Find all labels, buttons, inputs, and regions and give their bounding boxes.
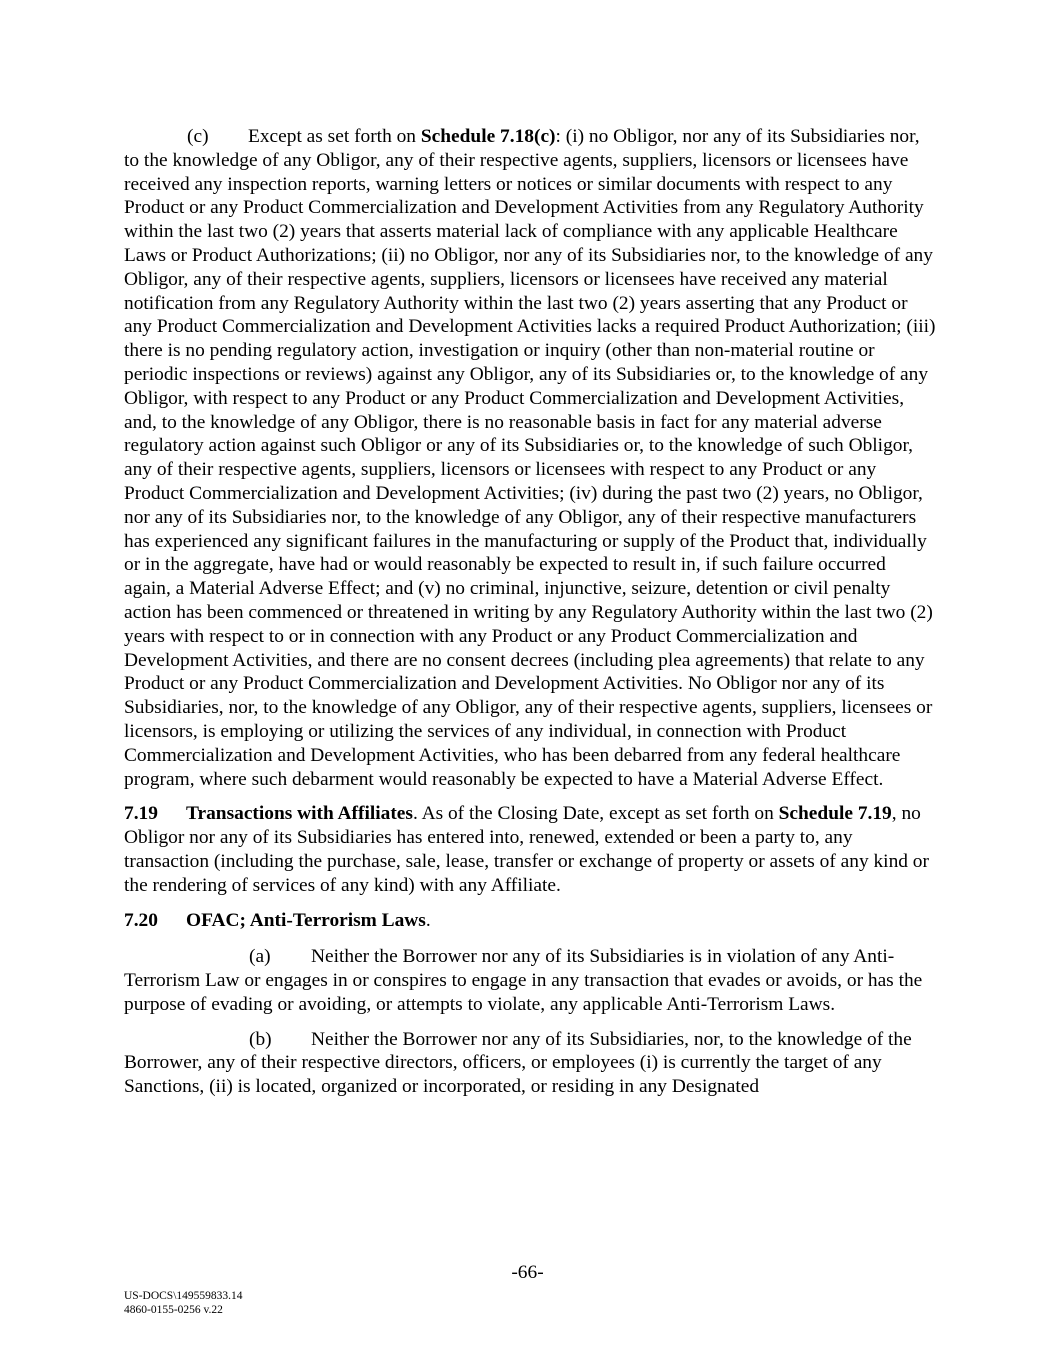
- section-title: Transactions with Affiliates: [186, 803, 413, 825]
- section-title-suffix: .: [425, 909, 431, 931]
- paragraph-label: (c): [187, 126, 209, 147]
- document-footer: [124, 1289, 243, 1317]
- section-lead: . As of the Closing Date, except as set forth on: [412, 803, 779, 825]
- subsection-7-20-a: [124, 945, 936, 1016]
- schedule-reference: Schedule 7.19: [778, 803, 892, 825]
- footer-doc-id-2: 4860-0155-0256 v.22: [124, 1304, 223, 1316]
- subsection-7-20-b: [124, 1028, 936, 1099]
- section-7-20-heading: [124, 909, 936, 933]
- document-body: [124, 125, 936, 1099]
- subsection-label: (a): [249, 946, 271, 968]
- subsection-text: Neither the Borrower nor any of its Subsidiaries is in violation of any Anti-Terrorism Law or engages in or conspires to engage in any transaction that evades or avoids, or has the purpose of evading or avoiding, or attempts to violate, any applicable Anti-Terrorism Laws.: [124, 946, 923, 1015]
- subsection-label: (b): [249, 1028, 272, 1050]
- footer-doc-id-1: US-DOCS\149559833.14: [124, 1290, 243, 1302]
- section-7-19: [124, 802, 936, 897]
- page-number: -66-: [511, 1262, 544, 1283]
- subsection-text: Neither the Borrower nor any of its Subsidiaries, nor, to the knowledge of the Borrower, any of their respective directors, officers, or employees (i) is currently the target of any Sanctions, (ii) is located, organized or incorporated, or residing in any Designated: [124, 1028, 912, 1098]
- section-number: 7.19: [124, 803, 158, 825]
- paragraph-text: : (i) no Obligor, nor any of its Subsidiaries nor, to the knowledge of any Obligor, any of their respective agents, suppliers, licensors or licensees have received any inspection reports, warning letters or notices or similar documents with respect to any Product or any Product Commercialization and Development Activities from any Regulatory Authority within the last two (2) years that asserts material lack of compliance with any applicable Healthcare Laws or Product Authorizations; (ii) no Obligor, nor any of its Subsidiaries nor, to the knowledge of any Obligor, any of their respective agents, suppliers, licensors or licensees have received any material notification from any Regulatory Authority within the last two (2) years asserting that any Product or any Product Commercialization and Development Activities lacks a required Product Authorization; (iii) there is no pending regulatory action, investigation or inquiry (other than non-material routine or periodic inspections or reviews) against any Obligor, any of its Subsidiaries or, to the knowledge of any Obligor, with respect to any Product or any Product Commercialization and Development Activities, and, to the knowledge of any Obligor, there is no reasonable basis in fact for any material adverse regulatory action against such Obligor or any of its Subsidiaries or, to the knowledge of such Obligor, any of their respective agents, suppliers, licensors or licensees with respect to any Product or any Product Commercialization and Development Activities; (iv) during the past two (2) years, no Obligor, nor any of its Subsidiaries nor, to the knowledge of any Obligor, any of their respective manufacturers has experienced any significant failures in the manufacturing or supply of the Product that, individually or in the aggregate, have had or would reasonably be expected to result in, if such failure occurred again, a Material Adverse Effect; and (v) no criminal, injunctive, seizure, detention or civil penalty action has been commenced or threatened in writing by any Regulatory Authority within the last two (2) years with respect to or in connection with any Product or any Product Commercialization and Development Activities, and there are no consent decrees (including plea agreements) that relate to any Product or any Product Commercialization and Development Activities. No Obligor nor any of its Subsidiaries, nor, to the knowledge of any Obligor, any of their respective agents, suppliers, licensees or licensors, is employing or utilizing the services of any individual, in connection with Product Commercialization and Development Activities, who has been debarred from any federal healthcare program, where such debarment would reasonably be expected to have a Material Adverse Effect.: [124, 126, 936, 790]
- schedule-reference: Schedule 7.18(c): [420, 126, 556, 147]
- paragraph-7-18-c: [124, 125, 936, 791]
- section-title: OFAC; Anti-Terrorism Laws: [186, 909, 426, 931]
- section-text: , no Obligor nor any of its Subsidiaries has entered into, renewed, extended or been a party to, any transaction (including the purchase, sale, lease, transfer or exchange of property or assets of any kind or the rendering of services of any kind) with any Affiliate.: [124, 803, 929, 896]
- section-number: 7.20: [124, 909, 158, 931]
- paragraph-lead: Except as set forth on: [248, 126, 421, 147]
